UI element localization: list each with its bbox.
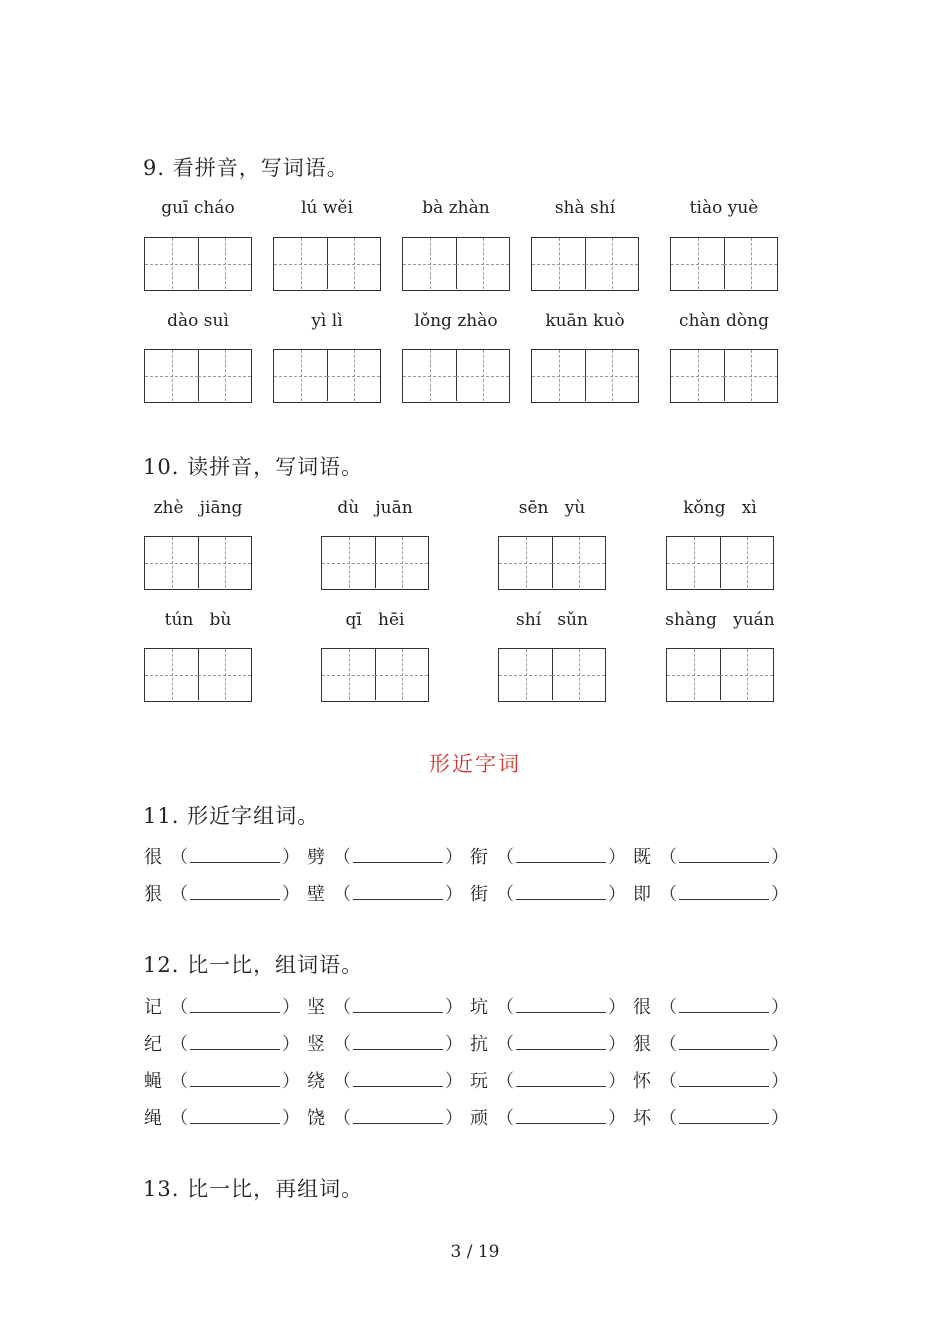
close-paren: ） <box>771 1108 789 1129</box>
close-paren: ） <box>608 997 626 1018</box>
char-cell[interactable] <box>145 537 199 588</box>
char-cell[interactable] <box>198 350 251 401</box>
char-cell[interactable] <box>145 350 199 401</box>
char-cell[interactable] <box>322 537 376 588</box>
open-paren: （ <box>496 1034 514 1055</box>
character: 劈 <box>307 847 325 868</box>
q11-title: 11. 形近字组词。 <box>143 804 320 828</box>
open-paren: （ <box>170 1108 188 1129</box>
answer-blank[interactable] <box>516 1068 606 1087</box>
open-paren: （ <box>333 847 351 868</box>
character: 坏 <box>633 1108 651 1129</box>
close-paren: ） <box>445 847 463 868</box>
character: 壁 <box>307 884 325 905</box>
open-paren: （ <box>496 997 514 1018</box>
q9-writing-box[interactable] <box>402 349 510 403</box>
char-cell[interactable] <box>724 350 777 401</box>
pinyin-label: shàng yuán <box>665 610 775 630</box>
char-cell[interactable] <box>274 238 328 289</box>
close-paren: ） <box>445 1034 463 1055</box>
character: 记 <box>144 997 162 1018</box>
char-cell[interactable] <box>499 537 553 588</box>
open-paren: （ <box>333 1034 351 1055</box>
pinyin-label: lú wěi <box>301 198 353 218</box>
word-item <box>633 993 789 1019</box>
character: 狠 <box>144 884 162 905</box>
char-cell[interactable] <box>145 649 199 700</box>
word-item <box>307 843 463 869</box>
open-paren: （ <box>659 997 677 1018</box>
q9-title: 9. 看拼音，写词语。 <box>143 156 349 180</box>
char-cell[interactable] <box>198 537 251 588</box>
char-cell[interactable] <box>375 649 428 700</box>
char-cell[interactable] <box>198 238 251 289</box>
word-item <box>307 1067 463 1093</box>
word-item <box>144 993 300 1019</box>
word-item <box>144 880 300 906</box>
pinyin-label: zhè jiāng <box>153 498 243 518</box>
q9-writing-box[interactable] <box>531 349 639 403</box>
close-paren: ） <box>282 1034 300 1055</box>
answer-blank[interactable] <box>679 1105 769 1124</box>
open-paren: （ <box>333 997 351 1018</box>
character: 坚 <box>307 997 325 1018</box>
open-paren: （ <box>333 1071 351 1092</box>
q9-writing-box[interactable] <box>144 237 252 291</box>
word-item <box>633 843 789 869</box>
character: 绕 <box>307 1071 325 1092</box>
close-paren: ） <box>771 1071 789 1092</box>
pinyin-label: chàn dòng <box>679 311 769 331</box>
pinyin-label: kǒng xì <box>683 498 757 518</box>
answer-blank[interactable] <box>353 844 443 863</box>
char-cell[interactable] <box>327 350 380 401</box>
character: 纪 <box>144 1034 162 1055</box>
open-paren: （ <box>170 884 188 905</box>
character: 既 <box>633 847 651 868</box>
word-item <box>633 1030 789 1056</box>
char-cell[interactable] <box>585 350 638 401</box>
answer-blank[interactable] <box>516 881 606 900</box>
q10-writing-box[interactable] <box>666 648 774 702</box>
answer-blank[interactable] <box>190 1068 280 1087</box>
q10-writing-box[interactable] <box>144 536 252 590</box>
char-cell[interactable] <box>552 537 605 588</box>
q9-writing-box[interactable] <box>670 349 778 403</box>
word-item <box>144 843 300 869</box>
q9-writing-box[interactable] <box>531 237 639 291</box>
answer-blank[interactable] <box>190 881 280 900</box>
open-paren: （ <box>333 1108 351 1129</box>
close-paren: ） <box>608 847 626 868</box>
open-paren: （ <box>333 884 351 905</box>
close-paren: ） <box>608 1071 626 1092</box>
open-paren: （ <box>170 847 188 868</box>
character: 怀 <box>633 1071 651 1092</box>
answer-blank[interactable] <box>190 994 280 1013</box>
q10-writing-box[interactable] <box>498 648 606 702</box>
word-item <box>307 1030 463 1056</box>
close-paren: ） <box>282 1071 300 1092</box>
open-paren: （ <box>659 847 677 868</box>
q10-writing-box[interactable] <box>321 536 429 590</box>
char-cell[interactable] <box>671 238 725 289</box>
character: 顽 <box>470 1108 488 1129</box>
close-paren: ） <box>771 847 789 868</box>
q9-writing-box[interactable] <box>402 237 510 291</box>
char-cell[interactable] <box>585 238 638 289</box>
answer-blank[interactable] <box>679 994 769 1013</box>
open-paren: （ <box>659 1034 677 1055</box>
open-paren: （ <box>496 847 514 868</box>
pinyin-label: dù juān <box>337 498 413 518</box>
open-paren: （ <box>170 997 188 1018</box>
close-paren: ） <box>771 884 789 905</box>
word-item <box>144 1030 300 1056</box>
character: 衔 <box>470 847 488 868</box>
answer-blank[interactable] <box>679 844 769 863</box>
word-item <box>633 1104 789 1130</box>
q10-writing-box[interactable] <box>144 648 252 702</box>
close-paren: ） <box>282 847 300 868</box>
word-item <box>470 1104 626 1130</box>
close-paren: ） <box>282 997 300 1018</box>
section-title: 形近字词 <box>429 752 521 776</box>
character: 抗 <box>470 1034 488 1055</box>
word-item <box>307 1104 463 1130</box>
q9-writing-box[interactable] <box>273 237 381 291</box>
char-cell[interactable] <box>327 238 380 289</box>
word-item <box>470 1067 626 1093</box>
close-paren: ） <box>445 1108 463 1129</box>
answer-blank[interactable] <box>516 1031 606 1050</box>
close-paren: ） <box>445 997 463 1018</box>
character: 竖 <box>307 1034 325 1055</box>
answer-blank[interactable] <box>190 1105 280 1124</box>
word-item <box>633 1067 789 1093</box>
char-cell[interactable] <box>456 238 509 289</box>
close-paren: ） <box>608 1108 626 1129</box>
close-paren: ） <box>608 1034 626 1055</box>
pinyin-label: shí sǔn <box>516 610 588 630</box>
close-paren: ） <box>445 1071 463 1092</box>
answer-blank[interactable] <box>679 1031 769 1050</box>
q10-writing-box[interactable] <box>666 536 774 590</box>
q10-writing-box[interactable] <box>321 648 429 702</box>
pinyin-label: kuān kuò <box>545 311 625 331</box>
word-item <box>470 993 626 1019</box>
q9-writing-box[interactable] <box>670 237 778 291</box>
close-paren: ） <box>608 884 626 905</box>
word-item <box>307 993 463 1019</box>
char-cell[interactable] <box>724 238 777 289</box>
char-cell[interactable] <box>198 649 251 700</box>
char-cell[interactable] <box>667 537 721 588</box>
answer-blank[interactable] <box>353 1105 443 1124</box>
close-paren: ） <box>771 1034 789 1055</box>
char-cell[interactable] <box>322 649 376 700</box>
answer-blank[interactable] <box>516 844 606 863</box>
pinyin-label: sēn yù <box>518 498 586 518</box>
char-cell[interactable] <box>403 238 457 289</box>
answer-blank[interactable] <box>353 1031 443 1050</box>
answer-blank[interactable] <box>516 994 606 1013</box>
character: 坑 <box>470 997 488 1018</box>
char-cell[interactable] <box>375 537 428 588</box>
char-cell[interactable] <box>552 649 605 700</box>
open-paren: （ <box>659 884 677 905</box>
character: 蝇 <box>144 1071 162 1092</box>
character: 狠 <box>633 1034 651 1055</box>
character: 很 <box>633 997 651 1018</box>
close-paren: ） <box>771 997 789 1018</box>
char-cell[interactable] <box>532 238 586 289</box>
char-cell[interactable] <box>499 649 553 700</box>
q10-writing-box[interactable] <box>498 536 606 590</box>
q12-title: 12. 比一比，组词语。 <box>143 953 364 977</box>
answer-blank[interactable] <box>190 844 280 863</box>
pinyin-label: lǒng zhào <box>414 311 498 331</box>
char-cell[interactable] <box>671 350 725 401</box>
char-cell[interactable] <box>720 649 773 700</box>
char-cell[interactable] <box>145 238 199 289</box>
pinyin-label: shà shí <box>554 198 616 218</box>
answer-blank[interactable] <box>679 1068 769 1087</box>
char-cell[interactable] <box>403 350 457 401</box>
close-paren: ） <box>445 884 463 905</box>
pinyin-label: qī hēi <box>345 610 405 630</box>
q10-title: 10. 读拼音，写词语。 <box>143 455 364 479</box>
open-paren: （ <box>170 1071 188 1092</box>
character: 街 <box>470 884 488 905</box>
word-item <box>470 1030 626 1056</box>
character: 很 <box>144 847 162 868</box>
page-number: 3 / 19 <box>450 1242 500 1262</box>
char-cell[interactable] <box>532 350 586 401</box>
answer-blank[interactable] <box>353 881 443 900</box>
pinyin-label: guī cháo <box>161 198 235 218</box>
open-paren: （ <box>659 1071 677 1092</box>
answer-blank[interactable] <box>190 1031 280 1050</box>
pinyin-label: tún bù <box>164 610 232 630</box>
answer-blank[interactable] <box>353 994 443 1013</box>
char-cell[interactable] <box>667 649 721 700</box>
word-item <box>470 843 626 869</box>
character: 玩 <box>470 1071 488 1092</box>
char-cell[interactable] <box>720 537 773 588</box>
pinyin-label: tiào yuè <box>689 198 759 218</box>
answer-blank[interactable] <box>679 881 769 900</box>
close-paren: ） <box>282 1108 300 1129</box>
word-item <box>470 880 626 906</box>
open-paren: （ <box>659 1108 677 1129</box>
q13-title: 13. 比一比，再组词。 <box>143 1177 364 1201</box>
word-item <box>307 880 463 906</box>
character: 即 <box>633 884 651 905</box>
char-cell[interactable] <box>274 350 328 401</box>
close-paren: ） <box>282 884 300 905</box>
character: 饶 <box>307 1108 325 1129</box>
q9-writing-box[interactable] <box>273 349 381 403</box>
char-cell[interactable] <box>456 350 509 401</box>
answer-blank[interactable] <box>516 1105 606 1124</box>
pinyin-label: yì lì <box>311 311 343 331</box>
open-paren: （ <box>496 1071 514 1092</box>
open-paren: （ <box>496 1108 514 1129</box>
answer-blank[interactable] <box>353 1068 443 1087</box>
pinyin-label: bà zhàn <box>422 198 490 218</box>
word-item <box>144 1067 300 1093</box>
word-item <box>144 1104 300 1130</box>
character: 绳 <box>144 1108 162 1129</box>
open-paren: （ <box>170 1034 188 1055</box>
q9-writing-box[interactable] <box>144 349 252 403</box>
word-item <box>633 880 789 906</box>
pinyin-label: dào suì <box>167 311 229 331</box>
open-paren: （ <box>496 884 514 905</box>
